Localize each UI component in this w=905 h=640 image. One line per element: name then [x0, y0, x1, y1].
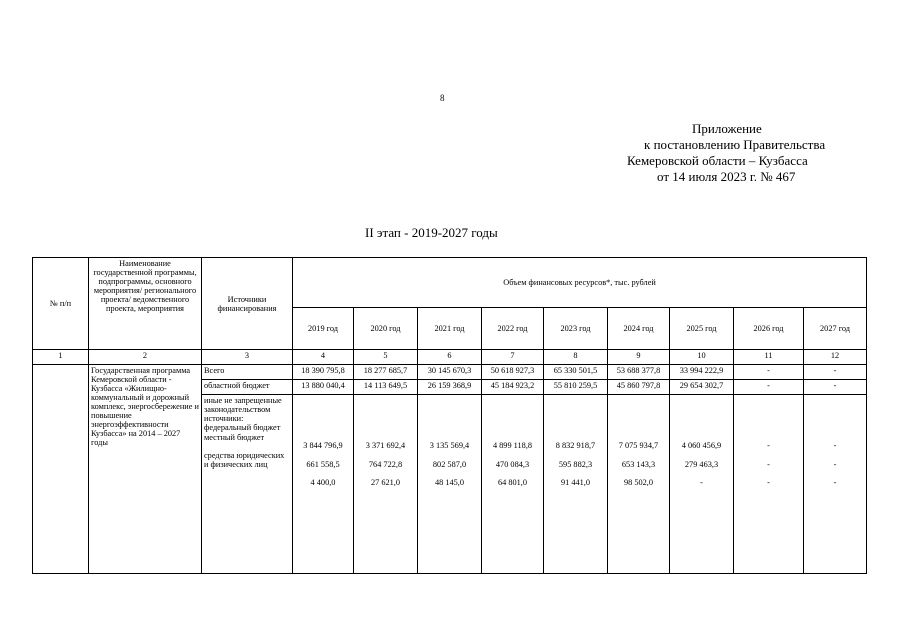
header-volume: Объем финансовых ресурсов*, тыс. рублей [293, 258, 867, 308]
value-local: - [833, 460, 837, 469]
value-federal: 7 075 934,7 [618, 441, 659, 450]
header-year: 2024 год [608, 308, 670, 350]
other-sources-cell [354, 395, 418, 574]
other-sources-cell [482, 395, 544, 574]
value-local: 279 463,3 [684, 460, 719, 469]
header-num: № п/п [33, 258, 89, 350]
value-cell: 45 184 923,2 [482, 380, 544, 395]
value-cell: - [804, 380, 867, 395]
value-legal: - [833, 478, 837, 487]
source-federal-label: федеральный бюджет [204, 423, 281, 432]
value-cell: 65 330 501,5 [544, 365, 608, 380]
source-total: Всего [202, 365, 293, 380]
column-number: 8 [544, 350, 608, 365]
other-sources-cell [544, 395, 608, 574]
other-sources-cell [804, 395, 867, 574]
header-year: 2026 год [734, 308, 804, 350]
column-number: 4 [293, 350, 354, 365]
header-year: 2023 год [544, 308, 608, 350]
value-cell: 14 113 649,5 [354, 380, 418, 395]
column-number: 12 [804, 350, 867, 365]
header-year: 2022 год [482, 308, 544, 350]
column-number: 7 [482, 350, 544, 365]
value-cell: - [734, 380, 804, 395]
column-number: 6 [418, 350, 482, 365]
source-local-label: местный бюджет [204, 433, 265, 442]
value-federal: 3 371 692,4 [365, 441, 406, 450]
page-number: 8 [440, 93, 445, 103]
value-local: 595 882,3 [558, 460, 593, 469]
value-cell: 45 860 797,8 [608, 380, 670, 395]
column-number: 1 [33, 350, 89, 365]
value-cell: 50 618 927,3 [482, 365, 544, 380]
value-cell: 18 390 795,8 [293, 365, 354, 380]
value-cell: 53 688 377,8 [608, 365, 670, 380]
value-local: 802 587,0 [432, 460, 467, 469]
value-cell: - [734, 365, 804, 380]
column-number: 9 [608, 350, 670, 365]
value-federal: - [833, 441, 837, 450]
value-cell: 33 994 222,9 [670, 365, 734, 380]
other-sources-cell [670, 395, 734, 574]
value-cell: 30 145 670,3 [418, 365, 482, 380]
column-number: 2 [89, 350, 202, 365]
other-sources-cell [608, 395, 670, 574]
program-name: Государственная программа Кемеровской области - Кузбасса «Жилищно-коммунальный и дорожный комплекс, энергосбережение и повышение энергоэффективности Кузбасса» на 2014 – 2027 годы [89, 365, 202, 574]
value-local: 470 084,3 [495, 460, 530, 469]
appendix-line: к постановлению Правительства [644, 137, 826, 152]
column-number: 10 [670, 350, 734, 365]
value-cell: 29 654 302,7 [670, 380, 734, 395]
value-federal: 4 899 118,8 [492, 441, 533, 450]
column-number: 5 [354, 350, 418, 365]
value-legal: 27 621,0 [370, 478, 401, 487]
value-local: - [767, 460, 770, 469]
source-other [202, 395, 293, 574]
other-sources-cell [293, 395, 354, 574]
appendix-header [600, 121, 870, 185]
value-federal: 4 060 456,9 [681, 441, 722, 450]
header-year: 2021 год [418, 308, 482, 350]
header-sources: Источники финансирования [202, 258, 293, 350]
value-federal: 8 832 918,7 [555, 441, 596, 450]
value-cell: 26 159 368,9 [418, 380, 482, 395]
source-regional: областной бюджет [202, 380, 293, 395]
value-local: 653 143,3 [621, 460, 656, 469]
value-local: 764 722,8 [368, 460, 403, 469]
stage-title: II этап - 2019-2027 годы [365, 225, 498, 240]
value-legal: 48 145,0 [434, 478, 465, 487]
appendix-line: от 14 июля 2023 г. № 467 [657, 169, 796, 184]
financing-table [32, 257, 867, 574]
value-federal: - [767, 441, 770, 450]
value-cell: 55 810 259,5 [544, 380, 608, 395]
header-year: 2025 год [670, 308, 734, 350]
value-cell: 13 880 040,4 [293, 380, 354, 395]
column-number: 3 [202, 350, 293, 365]
value-cell: - [804, 365, 867, 380]
other-sources-cell [418, 395, 482, 574]
value-local: 661 558,5 [306, 460, 340, 469]
value-federal: 3 844 796,9 [303, 441, 343, 450]
source-other-label: иные не запрещенные законодательством источники: [204, 396, 282, 423]
row-number [33, 365, 89, 574]
column-number: 11 [734, 350, 804, 365]
value-legal: 4 400,0 [310, 478, 336, 487]
value-legal: - [700, 478, 703, 487]
value-federal: 3 135 569,4 [429, 441, 470, 450]
header-year: 2027 год [804, 308, 867, 350]
value-legal: 98 502,0 [623, 478, 654, 487]
source-legal-label: средства юридических и физических лиц [204, 451, 285, 469]
header-name: Наименование государственной программы, подпрограммы, основного мероприятия/ регионального проекта/ ведомственного проекта, мероприятия [89, 258, 202, 350]
value-legal: 64 801,0 [497, 478, 528, 487]
other-sources-cell [734, 395, 804, 574]
appendix-line: Приложение [692, 121, 762, 136]
value-legal: - [767, 478, 770, 487]
value-legal: 91 441,0 [560, 478, 591, 487]
header-year: 2020 год [354, 308, 418, 350]
value-cell: 18 277 685,7 [354, 365, 418, 380]
appendix-line: Кемеровской области – Кузбасса [627, 153, 808, 168]
header-year: 2019 год [293, 308, 354, 350]
